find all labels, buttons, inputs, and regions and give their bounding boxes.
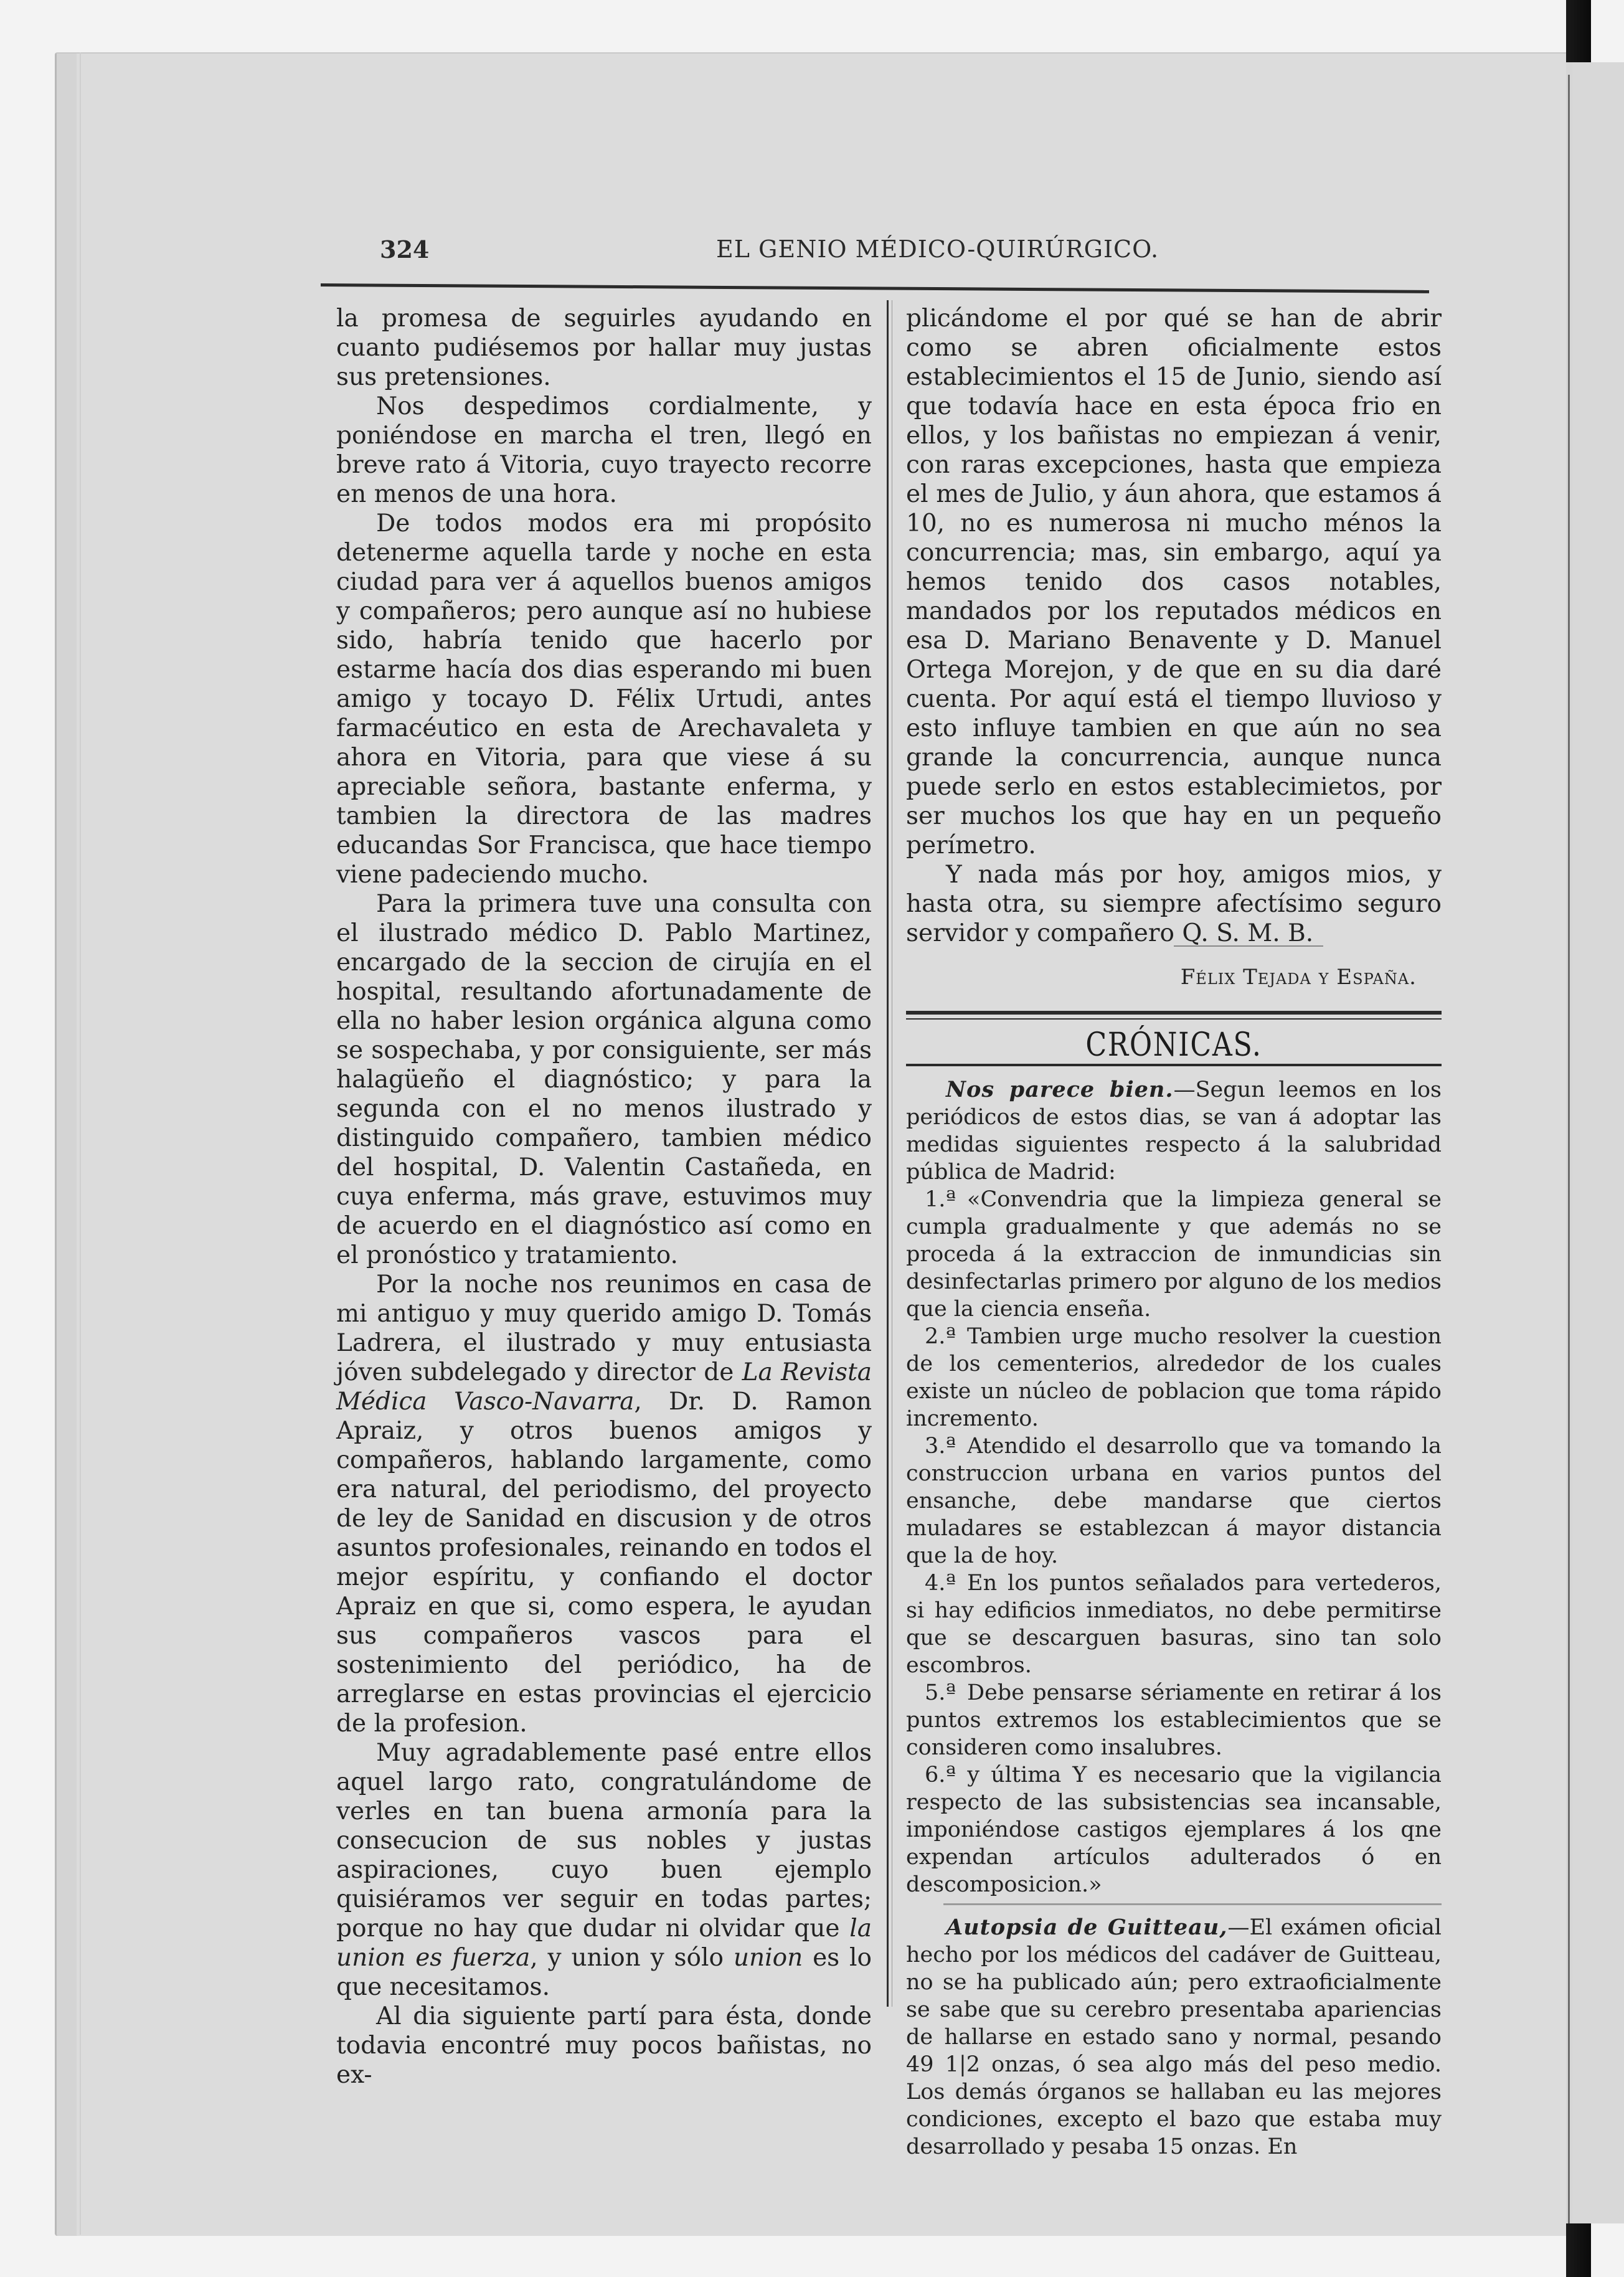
section-title: CRÓNICAS. [1085,1026,1262,1064]
measure-item [906,1679,1442,1761]
measure-ordinal: 3.ª [925,1434,956,1459]
paragraph: Y nada más por hoy, amigos mios, y hasta otra, su siempre afectísimo seguro servidor y compañero Q. S. M. B. [906,861,1442,947]
news-item-title: Autopsia de Guitteau, [946,1915,1228,1940]
news-item [906,1914,1442,2161]
paragraph: Para la primera tuve una consulta con el ilustrado médico D. Pablo Martinez, encargado de la seccion de cirujía en el hospital, resultando afortunadamente de ella no haber lesion orgánica alguna como se sospechaba, y por consiguiente, ser más halagüeño el diagnóstico; y para la segunda con el no menos ilustrado y distinguido compañero, tambien médico del hospital, D. Valentin Castañeda, en cuya enferma, más grave, estuvimos muy de acuerdo en el diagnóstico así como en el pronóstico y tratamiento. [336,890,872,1269]
page-gutter-line [80,52,81,2235]
paragraph [336,1270,872,1738]
text-run: , y union y sólo [530,1944,734,1972]
page-number: 324 [380,235,430,263]
measure-text: En los puntos señalados para vertederos, si hay edificios inmediatos, no debe permitirse que se descarguen basuras, sino tan solo escombros. [906,1571,1442,1678]
paragraph [336,1738,872,2002]
journal-name-italic: La Revista Médica Vasco-Navarra [336,1358,872,1416]
measures-list [906,1186,1442,1898]
column-divider [887,300,889,2007]
author-signature: Félix Tejada y España. [1180,965,1417,990]
motto-italic: la union es fuerza [336,1915,872,1972]
measure-text: «Convendria que la limpieza general se cumpla gradualmente y que además no se proceda á la extraccion de inmundicias sin desinfectarlas primero por alguno de los medios que la ciencia enseña. [906,1187,1442,1322]
cronicas-body [906,1076,1442,2161]
measure-ordinal: 4.ª [925,1571,956,1596]
section-separator [906,1011,1442,1020]
journal-title: EL GENIO MÉDICO-QUIRÚRGICO. [716,235,1159,263]
emphasis-italic: union [733,1944,803,1972]
news-item-title: Nos parece bien. [946,1077,1174,1102]
facing-page-edge [1572,62,1624,2223]
right-column [906,304,1442,2161]
text-run: Muy agradablemente pasé entre ellos aquel largo rato, congratulándome de verles en tan buena armonía para la consecucion de sus nobles y justas aspiraciones, cuyo buen ejemplo quisiéramos ver seguir en todas partes; porque no hay que dudar ni olvidar que [336,1739,872,1943]
section-title-rule [906,1064,1442,1066]
news-item [906,1076,1442,1186]
measure-item [906,1323,1442,1432]
measure-item [906,1186,1442,1323]
measure-ordinal: 2.ª [925,1324,956,1349]
measure-text: Y es necesario que la vigilancia respecto de las subsistencias sea incansable, imponiéndose castigos ejemplares á los qne expendan artículos adulterados ó en descomposicion.» [906,1763,1442,1897]
paragraph: Al dia siguiente partí para ésta, donde todavia encontré muy pocos bañistas, no ex- [336,2002,872,2089]
paragraph: plicándome el por qué se han de abrir como se abren oficialmente estos establecimientos el 15 de Junio, siendo así que todavía hace en esta época frio en ellos, y los bañistas no empiezan á venir, con raras excepciones, hasta que empieza el mes de Julio, y áun ahora, que estamos á 10, no es numerosa ni mucho ménos la concurrencia; mas, sin embargo, aquí ya hemos tenido dos casos notables, mandados por los reputados médicos en esa D. Mariano Benavente y D. Manuel Ortega Morejon, y de que en su dia daré cuenta. Por aquí está el tiempo lluvioso y esto influye tambien en que aún no sea grande la concurrencia, aunque nunca puede serlo en estos establecimietos, por ser muchos los que hay en un pequeño perímetro. [906,305,1442,859]
measure-item [906,1761,1442,1898]
measure-text: Debe pensarse sériamente en retirar á los puntos extremos los establecimientos que se consideren como insalubres. [906,1680,1442,1760]
text-run: es lo que necesitamos. [336,1944,872,2001]
text-run: Por la noche nos reunimos en casa de mi antiguo y muy querido amigo D. Tomás Ladrera, el ilustrado y muy entusiasta jóven subdelegado y director de [336,1271,872,1386]
paragraph: De todos modos era mi propósito detenerme aquella tarde y noche en esta ciudad para ver á aquellos buenos amigos y compañeros; pero aunque así no hubiese sido, habría tenido que hacerlo por estarme hacía dos dias esperando mi buen amigo y tocayo D. Félix Urtudi, antes farmacéutico en esta de Arechavaleta y ahora en Vitoria, para que viese á su apreciable señora, bastante enferma, y tambien la directora de las madres educandas Sor Francisca, que hace tiempo viene padeciendo mucho. [336,509,872,889]
separator-thick-rule [906,1011,1442,1015]
measure-item [906,1432,1442,1569]
measure-text: Tambien urge mucho resolver la cuestion de los cementerios, alrededor de los cuales existe un núcleo de poblacion que toma rápido incremento. [906,1324,1442,1431]
left-column [336,304,872,2090]
measure-ordinal: 1.ª [925,1187,956,1212]
measure-ordinal: 6.ª y última [925,1763,1062,1787]
separator-thin-rule [906,1018,1442,1020]
text-run: , Dr. D. Ramon Apraiz, y otros buenos amigos y compañeros, hablando largamente, como era natural, del periodismo, del proyecto de ley de Sanidad en discusion y de otros asuntos profesionales, reinando en todos el mejor espíritu, y confiando el doctor Apraiz en que si, como espera, le ayudan sus compañeros vascos para el sostenimiento del periódico, ha de arreglarse en estas provincias el ejercicio de la profesion. [336,1388,872,1738]
measure-text: Atendido el desarrollo que va tomando la construccion urbana en varios puntos del ensanche, debe mandarse que ciertos muladares se establezcan á mayor distancia que la de hoy. [906,1434,1442,1568]
measure-item [906,1569,1442,1679]
spine-crease [1568,75,1570,2223]
news-item-text: —Segun leemos en los periódicos de estos dias, se van á adoptar las medidas siguientes respecto á la salubridad pública de Madrid: [906,1077,1442,1185]
news-item-text: —El exámen oficial hecho por los médicos del cadáver de Guitteau, no se ha publicado aún; pero extraoficialmente se sabe que su cerebro presentaba apariencias de hallarse en estado sano y normal, pesando 49 1|2 onzas, ó sea algo más del peso medio. Los demás órganos se hallaban eu las mejores condiciones, excepto el bazo que estaba muy desarrollado y pesaba 15 onzas. En [906,1915,1442,2159]
running-head [0,230,1624,274]
measure-ordinal: 5.ª [925,1680,956,1705]
paragraph: Nos despedimos cordialmente, y poniéndose en marcha el tren, llegó en breve rato á Vitoria, cuyo trayecto recorre en menos de una hora. [336,392,872,508]
item-separator-rule [943,1903,1442,1905]
paragraph: la promesa de seguirles ayudando en cuanto pudiésemos por hallar muy justas sus pretensiones. [336,305,872,391]
